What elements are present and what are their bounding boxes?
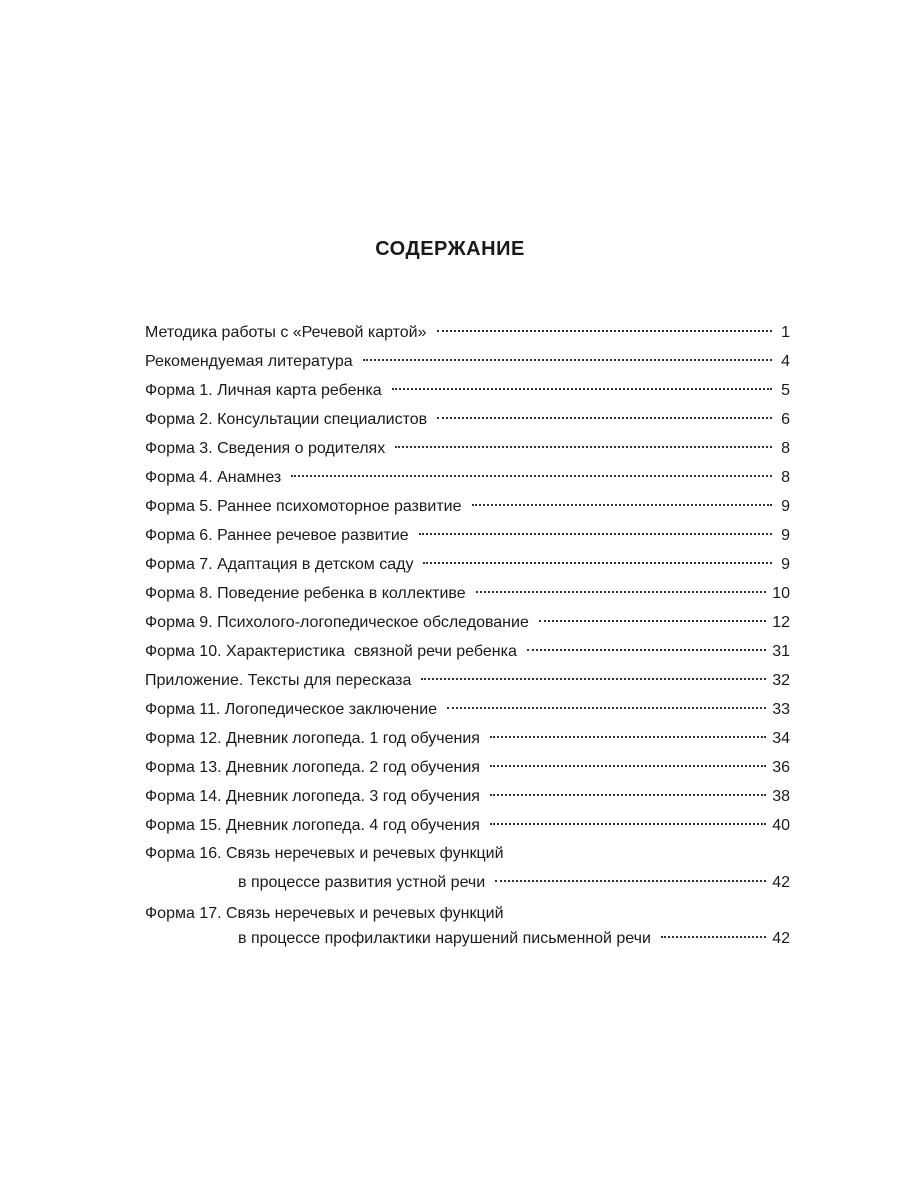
toc-entry [145, 608, 790, 637]
toc-entry-page: 38 [772, 788, 790, 805]
toc-entry-page: 42 [772, 874, 790, 891]
dot-leader [527, 649, 766, 651]
toc-entry-label: Форма 2. Консультации специалистов [145, 411, 428, 428]
dot-leader [421, 678, 766, 680]
toc-entry [145, 318, 790, 347]
toc-entry-label: Форма 16. Связь неречевых и речевых функций [145, 845, 504, 862]
toc-entry-page: 9 [781, 527, 790, 544]
toc-entry-label: Форма 15. Дневник логопеда. 4 год обучения [145, 817, 480, 834]
toc-entry [145, 579, 790, 608]
toc-entry [145, 347, 790, 376]
dot-leader [661, 936, 766, 938]
toc-entry-page: 34 [772, 730, 790, 747]
dot-leader [476, 591, 767, 593]
toc-entry-page: 32 [772, 672, 790, 689]
dot-leader [392, 388, 772, 390]
toc-entry [145, 405, 790, 434]
toc-entry-label: Форма 6. Раннее речевое развитие [145, 527, 409, 544]
page-title: СОДЕРЖАНИЕ [375, 238, 525, 260]
toc-entry-page: 36 [772, 759, 790, 776]
toc-entry [145, 492, 790, 521]
dot-leader [437, 330, 772, 332]
toc-entry-label: в процессе профилактики нарушений письменной речи [238, 930, 651, 947]
toc-entry [145, 463, 790, 492]
toc-entry [145, 782, 790, 811]
toc-entry-page: 9 [781, 556, 790, 573]
toc-entry-page: 10 [772, 585, 790, 602]
table-of-contents [145, 318, 790, 950]
toc-entry-page: 31 [772, 643, 790, 660]
toc-entry-multiline-first [145, 900, 790, 928]
toc-entry [145, 637, 790, 666]
toc-entry [145, 376, 790, 405]
toc-entry-page: 42 [772, 930, 790, 947]
toc-entry [145, 521, 790, 550]
dot-leader [419, 533, 772, 535]
toc-entry-page: 8 [781, 440, 790, 457]
dot-leader [423, 562, 772, 564]
toc-entry-label: Форма 14. Дневник логопеда. 3 год обучения [145, 788, 480, 805]
toc-entry [145, 666, 790, 695]
toc-entry-page: 12 [772, 614, 790, 631]
toc-entry [145, 550, 790, 579]
toc-entry-label: Форма 1. Личная карта ребенка [145, 382, 382, 399]
toc-entry [145, 434, 790, 463]
toc-entry-label: Приложение. Тексты для пересказа [145, 672, 412, 689]
toc-entry-label: Форма 10. Характеристика связной речи ребенка [145, 643, 517, 660]
toc-entry-label: Форма 11. Логопедическое заключение [145, 701, 438, 718]
dot-leader [490, 736, 766, 738]
toc-entry-label: Рекомендуемая литература [145, 353, 353, 370]
toc-entry [145, 811, 790, 840]
toc-entry [145, 724, 790, 753]
toc-entry-label: Форма 3. Сведения о родителях [145, 440, 386, 457]
toc-entry-page: 5 [781, 382, 790, 399]
toc-entry-multiline-first [145, 840, 790, 868]
toc-entry-multiline-second [145, 868, 790, 897]
dot-leader [490, 794, 766, 796]
dot-leader [437, 417, 772, 419]
toc-entry-page: 40 [772, 817, 790, 834]
toc-entry-label: Форма 9. Психолого-логопедическое обследование [145, 614, 529, 631]
dot-leader [291, 475, 772, 477]
toc-entry-label: Форма 17. Связь неречевых и речевых функций [145, 905, 504, 922]
dot-leader [363, 359, 772, 361]
dot-leader [490, 765, 766, 767]
toc-entry-label: Методика работы с «Речевой картой» [145, 324, 427, 341]
dot-leader [447, 707, 766, 709]
toc-entry-label: Форма 4. Анамнез [145, 469, 282, 486]
toc-entry-label: Форма 12. Дневник логопеда. 1 год обучения [145, 730, 480, 747]
toc-entry-label: Форма 5. Раннее психомоторное развитие [145, 498, 462, 515]
toc-entry-label: Форма 7. Адаптация в детском саду [145, 556, 414, 573]
toc-entry-label: Форма 13. Дневник логопеда. 2 год обучения [145, 759, 480, 776]
dot-leader [495, 880, 766, 882]
dot-leader [395, 446, 772, 448]
dot-leader [539, 620, 766, 622]
toc-entry-label: Форма 8. Поведение ребенка в коллективе [145, 585, 466, 602]
toc-entry-page: 4 [781, 353, 790, 370]
toc-entry [145, 695, 790, 724]
toc-entry-page: 1 [781, 324, 790, 341]
toc-entry-page: 9 [781, 498, 790, 515]
toc-entry-page: 33 [772, 701, 790, 718]
toc-entry-page: 8 [781, 469, 790, 486]
toc-entry-multiline-second [145, 928, 790, 950]
dot-leader [472, 504, 773, 506]
toc-entry [145, 753, 790, 782]
dot-leader [490, 823, 766, 825]
toc-entry-page: 6 [781, 411, 790, 428]
toc-entry-label: в процессе развития устной речи [238, 874, 486, 891]
